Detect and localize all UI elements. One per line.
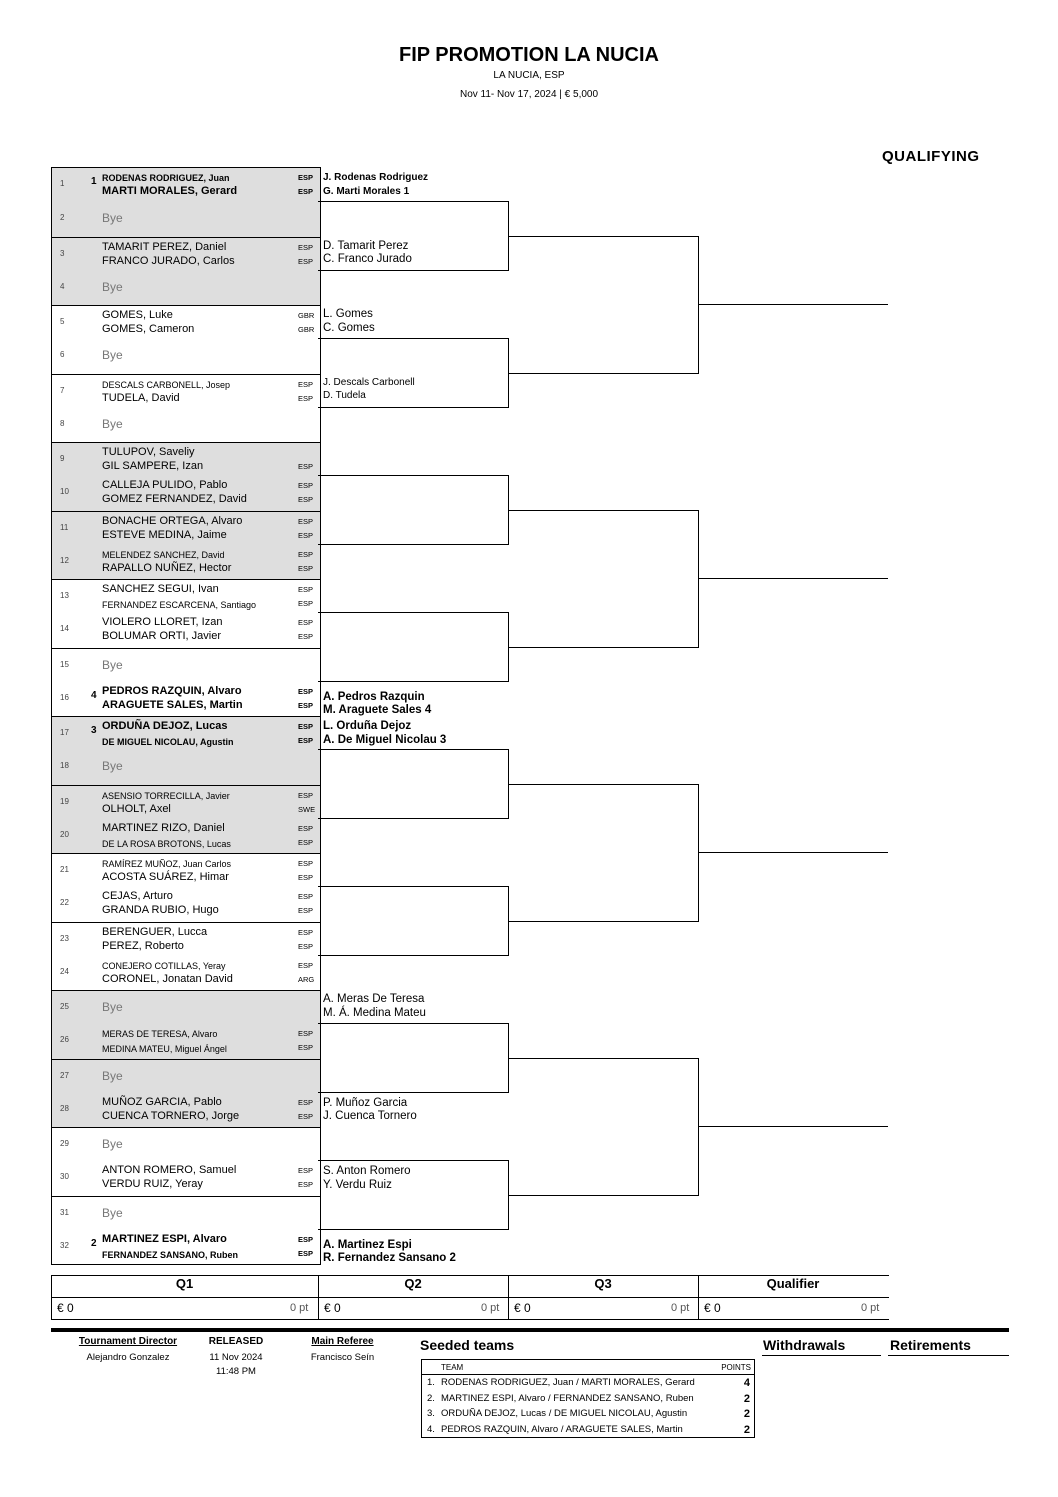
player-name: RODENAS RODRIGUEZ, Juan: [102, 173, 230, 183]
country-code: ESP: [298, 892, 314, 902]
bracket-line: [318, 886, 509, 887]
player-name: CALLEJA PULIDO, Pablo: [102, 479, 228, 492]
draw-slot: [52, 819, 320, 853]
slot-number: 9: [60, 454, 65, 463]
tournament-location: LA NUCIA, ESP: [493, 70, 565, 81]
slot-number: 19: [60, 796, 69, 806]
seeded-points: 2: [743, 1408, 750, 1420]
referee-label: Main Referee: [311, 1336, 374, 1347]
bracket-line: [318, 270, 509, 271]
round-qualifier-prize: € 0: [704, 1301, 721, 1315]
slot-number: 12: [60, 555, 69, 565]
player-name: ASENSIO TORRECILLA, Javier: [102, 790, 230, 801]
slot-number: 29: [60, 1139, 69, 1148]
bracket-line: [508, 373, 699, 374]
seeded-team: ORDUÑA DEJOZ, Lucas / DE MIGUEL NICOLAU, Agustin: [441, 1408, 688, 1419]
round2-name: S. Anton Romero: [323, 1165, 411, 1177]
slot-number: 27: [60, 1070, 69, 1080]
seeded-row: [422, 1422, 754, 1438]
seeded-row: [422, 1391, 754, 1407]
country-code: ESP: [298, 941, 314, 951]
player-name: MARTINEZ RIZO, Daniel: [102, 821, 225, 834]
player-name: TULUPOV, Saveliy: [102, 446, 195, 458]
bracket-line: [698, 304, 888, 305]
round-q3-header: Q3: [594, 1276, 612, 1291]
draw-slot: [52, 1024, 320, 1058]
player-name: FRANCO JURADO, Carlos: [102, 254, 235, 267]
bye-label: Bye: [102, 348, 123, 363]
country-code: ESP: [298, 1043, 314, 1053]
player-name: MELENDEZ SANCHEZ, David: [102, 549, 225, 560]
director-name: Alejandro Gonzalez: [86, 1352, 170, 1363]
round-qualifier-header: Qualifier: [766, 1276, 820, 1291]
player-name: MARTINEZ ESPI, Alvaro: [102, 1232, 227, 1245]
player-name: FERNANDEZ SANSANO, Ruben: [102, 1249, 239, 1260]
slot-number: 14: [60, 624, 69, 634]
country-code: ESP: [298, 379, 314, 389]
round2-name: J. Rodenas Rodriguez: [323, 172, 429, 183]
seed-position: 1.: [427, 1377, 435, 1388]
draw-slot: [52, 442, 320, 476]
round-q1-points: 0 pt: [290, 1302, 309, 1314]
slot-number: 7: [60, 385, 65, 395]
seeded-rows: [422, 1375, 754, 1437]
round2-name: P. Muñoz Garcia: [323, 1097, 408, 1109]
draw-slot: [52, 956, 320, 990]
slot-number: 15: [60, 659, 69, 669]
country-code: ARG: [298, 974, 315, 984]
country-code: SWE: [298, 804, 316, 814]
slot-number: 10: [60, 487, 69, 497]
released-date: 11 Nov 2024: [209, 1352, 263, 1363]
retirements-rule: [888, 1355, 1009, 1356]
section-title: QUALIFYING: [882, 148, 980, 165]
player-name: BERENGUER, Lucca: [102, 925, 208, 938]
bracket-line: [318, 1023, 509, 1024]
bracket-line: [698, 578, 888, 579]
referee-name: Francisco Seín: [310, 1352, 375, 1363]
draw-slot: [52, 648, 320, 682]
country-code: ESP: [298, 722, 314, 731]
round2-name: M. Araguete Sales 4: [323, 704, 432, 716]
seed-position: 3.: [427, 1408, 435, 1419]
bye-label: Bye: [102, 279, 123, 294]
draw-slot: [52, 1161, 320, 1195]
bracket-line: [508, 510, 699, 511]
seeded-team: RODENAS RODRIGUEZ, Juan / MARTI MORALES, Gerard: [441, 1377, 695, 1388]
draw-slot: [52, 1196, 320, 1230]
bracket-line: [508, 236, 699, 237]
country-code: ESP: [298, 873, 314, 882]
player-name: PEREZ, Roberto: [102, 939, 184, 952]
country-code: ESP: [298, 960, 314, 970]
player-name: VERDU RUIZ, Yeray: [102, 1178, 203, 1191]
player-name: CORONEL, Jonatan David: [102, 972, 233, 985]
round2-name: D. Tamarit Perez: [323, 240, 409, 252]
country-code: ESP: [298, 1180, 314, 1190]
round2-name: G. Marti Morales 1: [323, 186, 410, 197]
bracket-line: [318, 1229, 509, 1230]
country-code: ESP: [298, 700, 314, 710]
player-name: BOLUMAR ORTI, Javier: [102, 630, 221, 643]
rounds-bottom-rule: [51, 1319, 889, 1320]
bracket-line: [318, 1160, 509, 1161]
country-code: ESP: [298, 927, 314, 937]
draw-slot: [52, 579, 320, 613]
player-name: CUENCA TORNERO, Jorge: [102, 1109, 240, 1122]
withdrawals-title: Withdrawals: [763, 1337, 846, 1353]
bye-label: Bye: [102, 759, 123, 774]
country-code: ESP: [298, 837, 314, 847]
country-code: ESP: [298, 823, 314, 833]
player-name: GOMES, Cameron: [102, 323, 195, 335]
round-q3-points: 0 pt: [671, 1302, 690, 1314]
player-name: MUÑOZ GARCIA, Pablo: [102, 1095, 222, 1108]
tournament-title: FIP PROMOTION LA NUCIA: [399, 44, 659, 66]
slot-number: 23: [60, 933, 69, 943]
round2-name: A. Meras De Teresa: [323, 993, 425, 1005]
draw-slot: [52, 1059, 320, 1093]
draw-slot: [52, 990, 320, 1024]
slot-number: 1: [60, 179, 65, 188]
round-q2-points: 0 pt: [481, 1302, 500, 1314]
slot-number: 26: [60, 1035, 69, 1045]
rounds-mid-rule: [51, 1297, 889, 1298]
seeded-row: [422, 1375, 754, 1391]
released-label: RELEASED: [208, 1336, 264, 1347]
seed-number: 2: [91, 1237, 97, 1249]
bye-label: Bye: [102, 1000, 123, 1014]
seeded-row: [422, 1406, 754, 1422]
draw-slot: [52, 613, 320, 647]
player-name: CEJAS, Arturo: [102, 890, 173, 903]
round-q1-header: Q1: [175, 1276, 194, 1291]
seeded-table-header: [422, 1360, 754, 1375]
player-name: TUDELA, David: [102, 391, 180, 404]
draw-slot: [52, 922, 320, 956]
country-code: ESP: [298, 859, 314, 868]
country-code: ESP: [298, 256, 314, 266]
draw-slot: [52, 1093, 320, 1127]
round-q2-prize: € 0: [324, 1301, 341, 1315]
country-code: ESP: [298, 1234, 314, 1244]
bracket-line: [318, 612, 509, 613]
slot-number: 18: [60, 761, 69, 771]
slot-number: 28: [60, 1103, 69, 1113]
draw-slot: [52, 168, 320, 202]
country-code: ESP: [298, 599, 314, 608]
player-name: DE MIGUEL NICOLAU, Agustin: [102, 737, 234, 747]
round2-name: L. Gomes: [323, 308, 373, 320]
country-code: ESP: [298, 632, 314, 642]
player-name: TAMARIT PEREZ, Daniel: [102, 240, 227, 253]
country-code: ESP: [298, 549, 314, 559]
player-name: SANCHEZ SEGUI, Ivan: [102, 583, 219, 595]
round2-name: R. Fernandez Sansano 2: [323, 1252, 456, 1264]
round2-name: M. Á. Medina Mateu: [323, 1007, 426, 1019]
slot-number: 21: [60, 865, 69, 874]
player-name: MEDINA MATEU, Miguel Ángel: [102, 1044, 227, 1055]
player-name: VIOLERO LLORET, Izan: [102, 616, 223, 629]
draw-slot: [52, 853, 320, 887]
player-name: ACOSTA SUÁREZ, Himar: [102, 871, 229, 883]
bye-label: Bye: [102, 657, 123, 672]
slot-number: 20: [60, 829, 69, 839]
country-code: ESP: [298, 393, 314, 403]
country-code: ESP: [298, 530, 314, 540]
draw-slot: [52, 1127, 320, 1161]
player-name: ORDUÑA DEJOZ, Lucas: [102, 720, 228, 732]
player-name: FERNANDEZ ESCARCENA, Santiago: [102, 600, 257, 610]
draw-table: [51, 167, 321, 1265]
bye-label: Bye: [102, 1205, 123, 1220]
draw-slot: [52, 716, 320, 750]
bracket-line: [318, 818, 509, 819]
director-label: Tournament Director: [78, 1336, 178, 1347]
country-code: ESP: [298, 481, 314, 491]
slot-number: 6: [60, 350, 65, 360]
round2-name: A. De Miguel Nicolau 3: [323, 734, 447, 746]
bye-label: Bye: [102, 1068, 123, 1083]
seed-number: 3: [91, 725, 97, 736]
seeded-points: 2: [743, 1423, 750, 1436]
player-name: GOMEZ FERNANDEZ, David: [102, 493, 247, 506]
slot-number: 13: [60, 591, 69, 600]
seeded-points: 2: [743, 1392, 750, 1405]
round-q3-prize: € 0: [514, 1301, 531, 1315]
country-code: ESP: [298, 686, 314, 696]
round2-name: J. Cuenca Tornero: [323, 1110, 417, 1122]
player-name: PEDROS RAZQUIN, Alvaro: [102, 684, 242, 697]
round2-name: J. Descals Carbonell: [323, 377, 415, 388]
draw-slot: [52, 511, 320, 545]
footer-thick-rule: [51, 1328, 1009, 1332]
country-code: ESP: [298, 1097, 314, 1107]
player-name: MARTI MORALES, Gerard: [102, 185, 238, 197]
bracket-line: [318, 201, 509, 202]
bracket-line: [508, 1195, 699, 1196]
round2-name: Y. Verdu Ruiz: [323, 1179, 392, 1191]
player-name: ARAGUETE SALES, Martin: [102, 698, 243, 711]
bracket-line: [318, 338, 509, 339]
draw-slot: [52, 237, 320, 271]
player-name: GRANDA RUBIO, Hugo: [102, 904, 219, 917]
player-name: ANTON ROMERO, Samuel: [102, 1164, 237, 1177]
country-code: ESP: [298, 1166, 314, 1176]
bye-label: Bye: [102, 1137, 123, 1151]
draw-slot: [52, 476, 320, 510]
round2-name: A. Pedros Razquin: [323, 691, 425, 703]
round2-name: A. Martinez Espi: [323, 1239, 412, 1251]
seed-position: 2.: [427, 1392, 435, 1404]
round-q1-prize: € 0: [57, 1301, 74, 1315]
player-name: DE LA ROSA BROTONS, Lucas: [102, 838, 231, 849]
country-code: ESP: [298, 516, 314, 526]
round2-name: D. Tudela: [323, 390, 366, 401]
bye-label: Bye: [102, 211, 123, 226]
round-q2-header: Q2: [404, 1276, 422, 1291]
player-name: RAPALLO NUÑEZ, Hector: [102, 561, 232, 574]
seeded-teams-title: Seeded teams: [420, 1337, 515, 1353]
country-code: ESP: [298, 1248, 314, 1258]
draw-slot: [52, 1230, 320, 1264]
slot-number: 25: [60, 1002, 69, 1011]
bracket-line: [318, 955, 509, 956]
country-code: ESP: [298, 906, 314, 916]
player-name: RAMÍREZ MUÑOZ, Juan Carlos: [102, 859, 232, 869]
country-code: ESP: [298, 462, 314, 471]
country-code: ESP: [298, 187, 314, 196]
slot-number: 11: [60, 522, 69, 532]
draw-slot: [52, 682, 320, 716]
player-name: GOMES, Luke: [102, 309, 173, 321]
slot-number: 3: [60, 248, 65, 258]
slot-number: 17: [60, 728, 69, 737]
player-name: DESCALS CARBONELL, Josep: [102, 379, 231, 390]
slot-number: 4: [60, 281, 65, 291]
country-code: ESP: [298, 1111, 314, 1121]
released-time: 11:48 PM: [216, 1366, 256, 1377]
bracket-line: [508, 647, 699, 648]
slot-number: 24: [60, 966, 69, 976]
country-code: GBR: [298, 325, 315, 334]
bracket-line: [698, 852, 888, 853]
country-code: ESP: [298, 242, 314, 252]
bracket-line: [698, 1126, 888, 1127]
bye-label: Bye: [102, 416, 123, 431]
bracket-line: [318, 1092, 509, 1093]
country-code: ESP: [298, 585, 314, 594]
draw-slot: [52, 887, 320, 921]
round2-name: C. Franco Jurado: [323, 253, 412, 265]
bracket-line: [508, 784, 699, 785]
player-name: GIL SAMPERE, Izan: [102, 460, 204, 472]
player-name: OLHOLT, Axel: [102, 802, 171, 815]
player-name: BONACHE ORTEGA, Alvaro: [102, 514, 243, 527]
draw-slot: [52, 374, 320, 408]
slot-number: 5: [60, 317, 65, 326]
country-code: ESP: [298, 790, 314, 800]
draw-slot: [52, 271, 320, 305]
draw-slot: [52, 339, 320, 373]
slot-number: 31: [60, 1207, 69, 1217]
draw-slot: [52, 750, 320, 784]
slot-number: 2: [60, 213, 65, 223]
player-name: ESTEVE MEDINA, Jaime: [102, 528, 227, 541]
bracket-line: [318, 544, 509, 545]
seed-number: 1: [91, 176, 97, 187]
slot-number: 8: [60, 418, 65, 428]
seed-position: 4.: [427, 1423, 435, 1435]
seeded-team: PEDROS RAZQUIN, Alvaro / ARAGUETE SALES, Martin: [441, 1423, 683, 1435]
bracket-line: [318, 475, 509, 476]
seeded-teams-table: [421, 1359, 755, 1438]
bracket-line: [508, 921, 699, 922]
country-code: GBR: [298, 311, 315, 320]
tournament-dates: Nov 11- Nov 17, 2024 | € 5,000: [459, 89, 599, 100]
country-code: ESP: [298, 495, 314, 505]
draw-slot: [52, 785, 320, 819]
seed-number: 4: [91, 689, 97, 701]
team-column-header: TEAM: [441, 1363, 464, 1372]
bracket-line: [318, 749, 509, 750]
seeded-team: MARTINEZ ESPI, Alvaro / FERNANDEZ SANSANO, Ruben: [441, 1392, 694, 1404]
seeded-points: 4: [743, 1377, 750, 1389]
withdrawals-rule: [762, 1355, 881, 1356]
player-name: MERAS DE TERESA, Alvaro: [102, 1029, 218, 1040]
country-code: ESP: [298, 173, 314, 182]
draw-slot: [52, 202, 320, 236]
slot-number: 30: [60, 1172, 69, 1182]
draw-slot: [52, 408, 320, 442]
draw-slot: [52, 305, 320, 339]
bracket-line: [318, 681, 509, 682]
slot-number: 16: [60, 692, 69, 702]
country-code: ESP: [298, 563, 314, 573]
slot-number: 32: [60, 1240, 69, 1250]
country-code: ESP: [298, 736, 314, 745]
points-column-header: POINTS: [721, 1363, 751, 1372]
player-name: CONEJERO COTILLAS, Yeray: [102, 960, 226, 971]
draw-slot: [52, 545, 320, 579]
round2-name: L. Orduña Dejoz: [323, 720, 412, 732]
bracket-line: [318, 407, 509, 408]
country-code: ESP: [298, 618, 314, 628]
round2-name: C. Gomes: [323, 322, 375, 334]
country-code: ESP: [298, 1029, 314, 1039]
retirements-title: Retirements: [890, 1337, 971, 1353]
slot-number: 22: [60, 898, 69, 908]
round-qualifier-points: 0 pt: [861, 1302, 880, 1314]
bracket-line: [508, 1058, 699, 1059]
